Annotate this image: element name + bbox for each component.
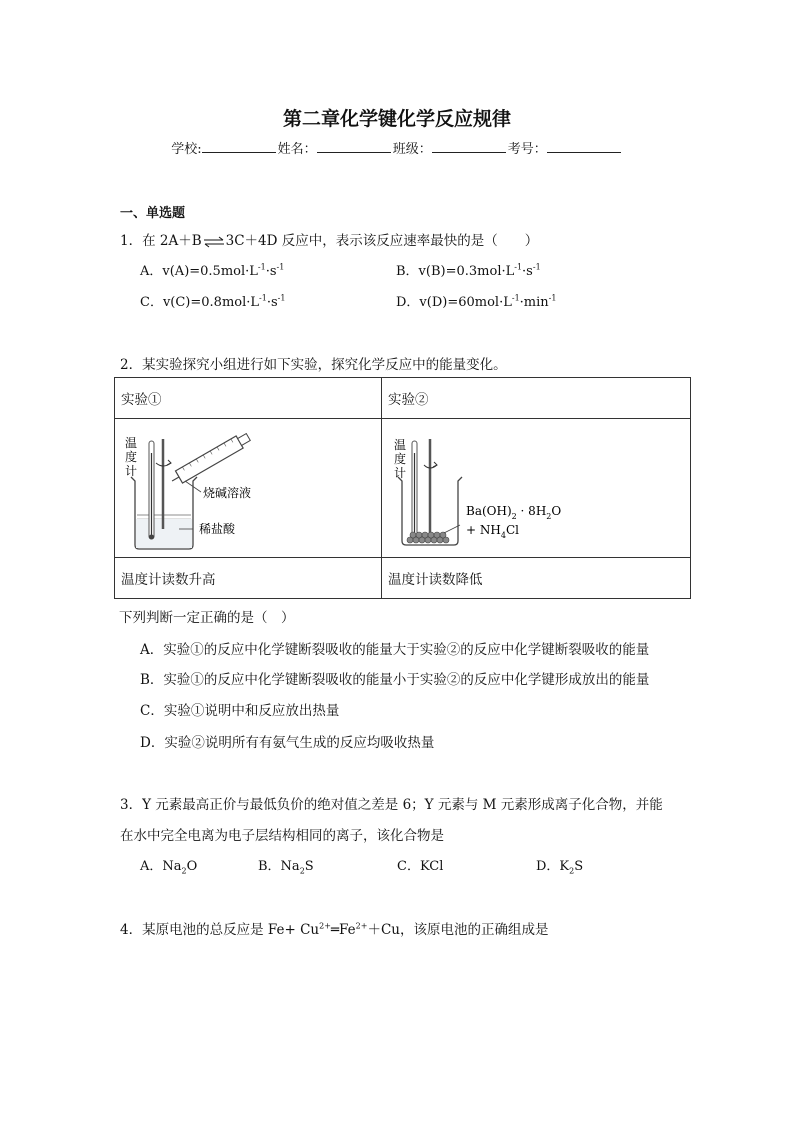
stirrer-1-icon [156,439,171,529]
school-blank[interactable] [202,140,276,153]
q2-option-a[interactable]: A．实验①的反应中化学键断裂吸收的能量大于实验②的反应中化学键断裂吸收的能量 [140,642,650,658]
experiment-1-header: 实验① [115,378,382,419]
thermometer-1-label-1: 温 [125,436,138,450]
experiment-1-diagram [121,419,375,553]
q2-option-d[interactable]: D．实验②说明所有有氨气生成的反应均吸收热量 [140,735,435,751]
school-label: 学校: [171,142,202,157]
q1-option-a[interactable]: A．$v(A)=0.5mol\cdot L^{-1}\cdot s^{-1}$ [140,262,285,279]
solid-particles-icon [407,532,449,543]
experiment-2-figure [382,419,691,558]
experiment-2-header: 实验② [382,378,691,419]
student-info-line [0,138,794,157]
thermometer-1-label-2: 度 [125,450,138,464]
syringe-icon [169,431,252,492]
q1-stem-pre: 1．在 2A＋B [120,233,202,249]
experiment-2-diagram [388,419,684,553]
q2-option-b[interactable]: B．实验①的反应中化学键断裂吸收的能量小于实验②的反应中化学键形成放出的能量 [140,672,650,688]
q2-prompt: 下列判断一定正确的是（ ） [119,610,295,626]
thermometer-2-icon [412,441,417,537]
experiment-1-result: 温度计读数升高 [115,558,382,599]
q3-option-a[interactable]: A．$Na_2O$ [140,859,198,876]
thermometer-2-label-2: 度 [394,452,407,466]
thermometer-1-label-3: 计 [125,464,138,478]
q2-option-c[interactable]: C．实验①说明中和反应放出热量 [140,703,340,719]
stirrer-2-icon [424,439,437,533]
naoh-label: 烧碱溶液 [203,486,252,500]
experiment-2-result: 温度计读数降低 [382,558,691,599]
page-title: 第二章化学键化学反应规律 [282,108,511,130]
q1-option-c[interactable]: C．$v(C)=0.8mol\cdot L^{-1}\cdot s^{-1}$ [140,293,286,310]
section-heading: 一、单选题 [120,206,186,221]
baoh2-label: $Ba(OH)_2 \cdot 8H_2O$ [466,504,562,521]
experiment-1-figure [115,419,382,558]
q3-option-b[interactable]: B．$Na_2S$ [258,859,314,876]
q1-option-d[interactable]: D．$v(D)=60mol\cdot L^{-1}\cdot\min^{-1}$ [396,293,557,310]
q1-stem [120,229,538,249]
q3-stem-line-1: 3．Y 元素最高正价与最低负价的绝对值之差是 6；Y 元素与 M 元素形成离子化合物，并能 [120,797,663,813]
thermometer-2-label-3: 计 [394,466,407,480]
hcl-label: 稀盐酸 [199,522,236,536]
experiment-table [114,377,691,599]
q3-option-c[interactable]: C．KCl [397,859,444,874]
q1-stem-post: 3C＋4D 反应中，表示该反应速率最快的是（ ） [225,233,539,249]
q3-option-d[interactable]: D．$K_2S$ [536,859,584,876]
class-label: 班级： [392,142,432,157]
q1-option-b[interactable]: B．$v(B)=0.3mol\cdot L^{-1}\cdot s^{-1}$ [396,262,541,279]
equilibrium-arrow-icon [203,236,225,248]
nh4cl-label: + $NH_4Cl$ [466,523,519,540]
class-blank[interactable] [432,140,506,153]
q4-stem: 4．某原电池的总反应是 $Fe+ Cu^{2+}═Fe^{2+}+Cu$，该原电池的正确组成是 [120,921,549,938]
q3-stem-line-2: 在水中完全电离为电子层结构相同的离子，该化合物是 [120,828,444,844]
name-label: 姓名： [277,142,317,157]
exam-number-label: 考号： [507,142,547,157]
thermometer-1-icon [149,441,154,540]
exam-number-blank[interactable] [547,140,621,153]
name-blank[interactable] [317,140,391,153]
thermometer-2-label-1: 温 [394,438,407,452]
q2-stem: 2．某实验探究小组进行如下实验，探究化学反应中的能量变化。 [120,357,507,373]
